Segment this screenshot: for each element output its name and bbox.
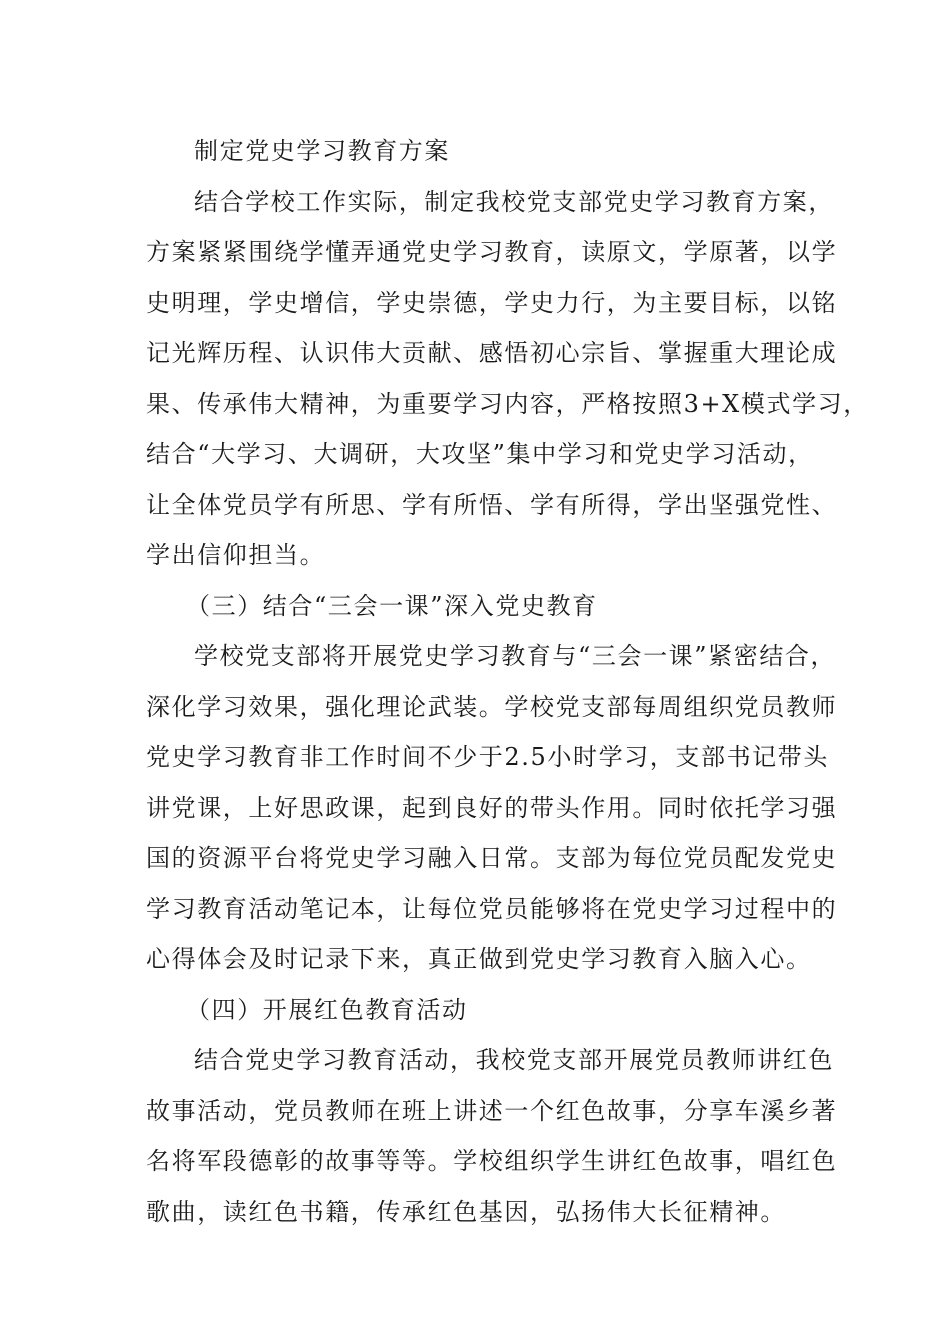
paragraph-line: 结合党史学习教育活动，我校党支部开展党员教师讲红色: [194, 1046, 834, 1074]
section-heading: 制定党史学习教育方案: [194, 137, 450, 165]
section-heading: （三）结合“三会一课”深入党史教育: [186, 592, 598, 620]
paragraph-line: 国的资源平台将党史学习融入日常。支部为每位党员配发党史: [146, 844, 838, 872]
paragraph-line: 让全体党员学有所思、学有所悟、学有所得，学出坚强党性、: [146, 491, 838, 519]
paragraph-line: 结合学校工作实际，制定我校党支部党史学习教育方案，: [194, 188, 834, 216]
paragraph-line: 果、传承伟大精神，为重要学习内容，严格按照3+X模式学习，: [146, 390, 869, 418]
paragraph-line: 史明理，学史增信，学史崇德，学史力行，为主要目标，以铭: [146, 289, 838, 317]
paragraph-line: 深化学习效果，强化理论武装。学校党支部每周组织党员教师: [146, 693, 838, 721]
paragraph-line: 方案紧紧围绕学懂弄通党史学习教育，读原文，学原著，以学: [146, 238, 838, 266]
paragraph-line: 学习教育活动笔记本，让每位党员能够将在党史学习过程中的: [146, 895, 838, 923]
paragraph-line: 歌曲，读红色书籍，传承红色基因，弘扬伟大长征精神。: [146, 1198, 786, 1226]
paragraph-line: 党史学习教育非工作时间不少于2.5小时学习，支部书记带头: [146, 743, 829, 771]
paragraph-line: 学出信仰担当。: [146, 541, 326, 569]
section-heading: （四）开展红色教育活动: [186, 996, 468, 1024]
paragraph-line: 心得体会及时记录下来，真正做到党史学习教育入脑入心。: [146, 945, 812, 973]
paragraph-line: 结合“大学习、大调研，大攻坚”集中学习和党史学习活动，: [146, 440, 814, 468]
paragraph-line: 学校党支部将开展党史学习教育与“三会一课”紧密结合，: [194, 642, 837, 670]
paragraph-line: 名将军段德彰的故事等等。学校组织学生讲红色故事，唱红色: [146, 1147, 838, 1175]
paragraph-line: 记光辉历程、认识伟大贡献、感悟初心宗旨、掌握重大理论成: [146, 339, 838, 367]
paragraph-line: 故事活动，党员教师在班上讲述一个红色故事，分享车溪乡著: [146, 1097, 838, 1125]
paragraph-line: 讲党课，上好思政课，起到良好的带头作用。同时依托学习强: [146, 794, 838, 822]
